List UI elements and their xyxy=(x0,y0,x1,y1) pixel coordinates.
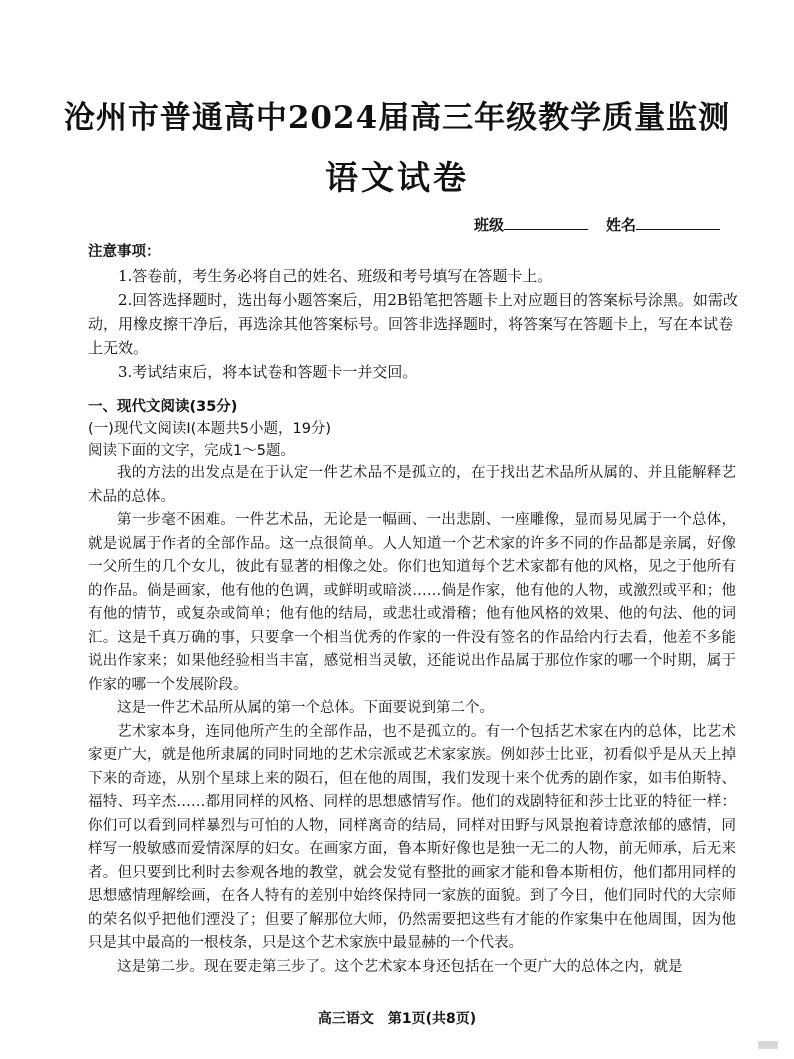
passage-paragraph: 这是第二步。现在要走第三步了。这个艺术家本身还包括在一个更广大的总体之内，就是 xyxy=(117,958,683,975)
note-item: 1.答卷前，考生务必将自己的姓名、班级和考号填写在答题卡上。 xyxy=(118,267,553,285)
name-blank[interactable] xyxy=(636,215,720,230)
reading-passage xyxy=(88,462,736,979)
passage-paragraph: 第一步毫不困难。一件艺术品，无论是一幅画、一出悲剧、一座雕像，显而易见属于一个总体，就是说属于作者的全部作品。这一点很简单。人人知道一个艺术家的许多不同的作品都是亲属，好像一父所生的几个女儿，彼此有显著的相像之处。你们也知道每个艺术家都有他的风格，见之于他所有的作品。倘是画家，他有他的色调，或鲜明或暗淡……倘是作家，他有他的人物，或激烈或平和；他有他的情节，或复杂或简单；他有他的结局，或悲壮或滑稽；他有他风格的效果、他的句法、他的词汇。这是千真万确的事，只要拿一个相当优秀的作家的一件没有签名的作品给内行去看，他差不多能说出作家来；如果他经验相当丰富，感觉相当灵敏，还能说出作品属于那位作家的哪一个时期，属于作家的哪一个发展阶段。 xyxy=(88,512,736,693)
passage-paragraph: 我的方法的出发点是在于认定一件艺术品不是孤立的，在于找出艺术品所从属的、并且能解释艺术品的总体。 xyxy=(88,465,736,505)
section-heading: 一、现代文阅读(35分) xyxy=(88,399,238,415)
page-footer: 高三语文 第1页(共8页) xyxy=(317,1011,477,1027)
note-item: 2.回答选择题时，选出每小题答案后，用2B铅笔把答题卡上对应题目的答案标号涂黑。如需改动，用橡皮擦干净后，再选涂其他答案标号。回答非选择题时，将答案写在答题卡上，写在本试卷上无效。 xyxy=(88,291,738,357)
class-label: 班级 xyxy=(473,216,504,234)
name-label: 姓名 xyxy=(605,216,636,234)
exam-subtitle: 语文试卷 xyxy=(325,158,469,197)
student-info xyxy=(474,214,720,235)
notes xyxy=(88,240,738,384)
passage-paragraph: 这是一件艺术品所从属的第一个总体。下面要说到第二个。 xyxy=(117,700,494,716)
section-header xyxy=(88,396,738,462)
exam-title: 沧州市普通高中2024届高三年级教学质量监测 xyxy=(63,100,731,136)
passage-paragraph: 艺术家本身，连同他所产生的全部作品，也不是孤立的。有一个包括艺术家在内的总体，比艺术家更广大，就是他所隶属的同时同地的艺术宗派或艺术家家族。例如莎士比亚，初看似乎是从天上掉下来的奇迹，从别个星球上来的陨石，但在他的周围，我们发现十来个优秀的剧作家，如韦伯斯特、福特、玛辛杰……都用同样的风格、同样的思想感情写作。他们的戏剧特征和莎士比亚的特征一样：你们可以看到同样暴烈与可怕的人物，同样离奇的结局，同样对田野与风景抱着诗意浓郁的感情，同样写一般敏感而爱情深厚的妇女。在画家方面，鲁本斯好像也是独一无二的人物，前无师承，后无来者。但只要到比利时去参观各地的教堂，就会发觉有整批的画家才能和鲁本斯相仿，他们都用同样的思想感情理解绘画，在各人特有的差别中始终保持同一家族的面貌。到了今日，他们同时代的大宗师的荣名似乎把他们湮没了；但要了解那位大师，仍然需要把这些有才能的作家集中在他周围，因为他只是其中最高的一根枝条，只是这个艺术家族中最显赫的一个代表。 xyxy=(88,723,736,951)
section-instruction: 阅读下面的文字，完成1～5题。 xyxy=(88,443,295,459)
section-subheading: (一)现代文阅读Ⅰ(本题共5小题，19分) xyxy=(88,421,332,437)
class-blank[interactable] xyxy=(504,215,588,230)
watermark-icon xyxy=(758,1041,778,1049)
note-item: 3.考试结束后，将本试卷和答题卡一并交回。 xyxy=(118,363,418,381)
notes-heading: 注意事项： xyxy=(88,244,161,260)
